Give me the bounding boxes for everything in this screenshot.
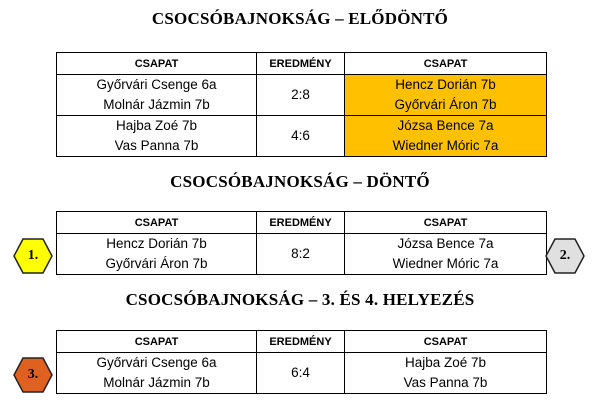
semifinal-table: [56, 52, 547, 157]
final-title: CSOCSÓBAJNOKSÁG – DÖNTŐ: [170, 172, 430, 191]
player-name: Győrvári Csenge 6a: [96, 77, 217, 92]
player-name: Molnár Jázmin 7b: [103, 97, 210, 112]
result-cell: 2:8: [257, 75, 345, 116]
player-name: Vas Panna 7b: [403, 375, 488, 390]
table-header-row: [57, 212, 547, 234]
badge-label: 2.: [559, 248, 571, 263]
player-name: Hencz Dorián 7b: [106, 236, 207, 251]
table-row: [57, 116, 547, 157]
player-name: Hajba Zoé 7b: [115, 118, 198, 133]
semifinal-title: CSOCSÓBAJNOKSÁG – ELŐDÖNTŐ: [151, 9, 449, 28]
team-b-cell: [345, 234, 547, 275]
player-name: Hencz Dorián 7b: [395, 77, 496, 92]
second-place-badge: [545, 238, 585, 274]
header-team-a: CSAPAT: [57, 331, 257, 353]
player-name: Józsa Bence 7a: [397, 236, 494, 251]
player-name: Wiedner Móric 7a: [392, 256, 499, 271]
team-b-cell: [345, 353, 547, 394]
first-place-badge: [13, 238, 53, 274]
table-header-row: [57, 331, 547, 353]
result-cell: 8:2: [257, 234, 345, 275]
table-header-row: [57, 53, 547, 75]
player-name: Wiedner Móric 7a: [392, 138, 499, 153]
header-team-b: CSAPAT: [345, 212, 547, 234]
header-team-a: CSAPAT: [57, 53, 257, 75]
player-name: Győrvári Áron 7b: [394, 97, 497, 112]
team-a-cell: [57, 353, 257, 394]
third-place-title: CSOCSÓBAJNOKSÁG – 3. ÉS 4. HELYEZÉS: [125, 290, 475, 309]
badge-label: 3.: [27, 367, 39, 382]
result-cell: 4:6: [257, 116, 345, 157]
team-a-cell: [57, 116, 257, 157]
third-place-badge: [13, 357, 53, 393]
header-team-a: CSAPAT: [57, 212, 257, 234]
team-a-cell: [57, 234, 257, 275]
table-row: [57, 353, 547, 394]
team-b-cell-winner: [345, 116, 547, 157]
badge-label: 1.: [27, 248, 39, 263]
table-row: [57, 234, 547, 275]
player-name: Győrvári Csenge 6a: [96, 355, 217, 370]
final-table: [56, 211, 547, 275]
player-name: Hajba Zoé 7b: [404, 355, 487, 370]
player-name: Vas Panna 7b: [114, 138, 199, 153]
header-result: EREDMÉNY: [257, 53, 345, 75]
table-row: [57, 75, 547, 116]
third-place-table: [56, 330, 547, 394]
player-name: Győrvári Áron 7b: [105, 256, 208, 271]
header-result: EREDMÉNY: [257, 331, 345, 353]
team-a-cell: [57, 75, 257, 116]
player-name: Molnár Jázmin 7b: [103, 375, 210, 390]
header-team-b: CSAPAT: [345, 331, 547, 353]
header-team-b: CSAPAT: [345, 53, 547, 75]
result-cell: 6:4: [257, 353, 345, 394]
team-b-cell-winner: [345, 75, 547, 116]
player-name: Józsa Bence 7a: [397, 118, 494, 133]
header-result: EREDMÉNY: [257, 212, 345, 234]
